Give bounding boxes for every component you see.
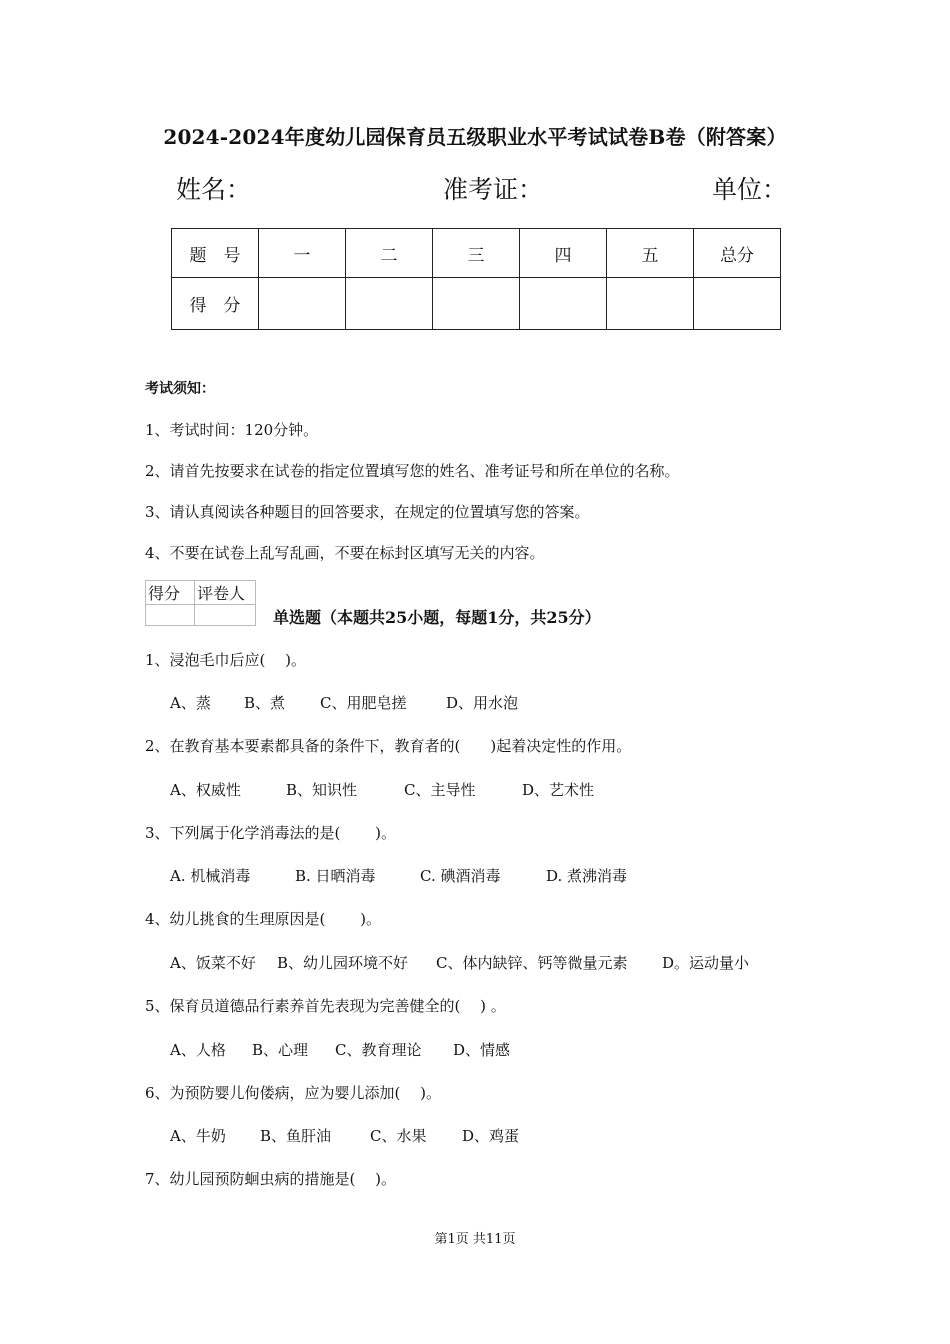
- score-table-header-row: [172, 229, 781, 278]
- score-cell[interactable]: [607, 278, 694, 330]
- document-title: 2024-2024年度幼儿园保育员五级职业水平考试试卷B卷（附答案）: [163, 125, 787, 149]
- option-a[interactable]: A、蒸: [170, 694, 211, 712]
- option-b[interactable]: B、鱼肝油: [260, 1127, 332, 1145]
- option-b[interactable]: B、心理: [252, 1041, 309, 1059]
- score-table-header-cell: 五: [607, 229, 694, 278]
- score-table-score-row: [172, 278, 781, 330]
- question-stem: 4、幼儿挑食的生理原因是( )。: [145, 910, 382, 928]
- question-options: [170, 1125, 519, 1146]
- question-options: [170, 1039, 510, 1060]
- score-row-label: 得 分: [172, 278, 259, 330]
- notice-item: 4、不要在试卷上乱写乱画，不要在标封区填写无关的内容。: [145, 544, 545, 562]
- question-stem: 1、浸泡毛巾后应( )。: [145, 651, 307, 669]
- grader-name-cell[interactable]: [195, 605, 256, 626]
- name-label: 姓名：: [176, 175, 252, 204]
- option-c[interactable]: C、教育理论: [335, 1041, 422, 1059]
- option-a[interactable]: A、权威性: [170, 781, 241, 799]
- option-b[interactable]: B、知识性: [286, 781, 358, 799]
- option-c[interactable]: C、主导性: [404, 781, 476, 799]
- grader-score-cell[interactable]: [146, 605, 195, 626]
- notice-item: 1、考试时间：120分钟。: [145, 421, 319, 439]
- notice-item: 3、请认真阅读各种题目的回答要求，在规定的位置填写您的答案。: [145, 503, 590, 521]
- option-d[interactable]: D、用水泡: [446, 694, 519, 712]
- section-title: 单选题（本题共25小题，每题1分，共25分）: [273, 608, 601, 627]
- score-table-header-cell: 题 号: [172, 229, 259, 278]
- option-a[interactable]: A、人格: [170, 1041, 226, 1059]
- question-options: [170, 692, 518, 713]
- question-stem: 3、下列属于化学消毒法的是( )。: [145, 824, 397, 842]
- option-d[interactable]: D、艺术性: [522, 781, 595, 799]
- question-stem: 7、幼儿园预防蛔虫病的措施是( )。: [145, 1170, 397, 1188]
- option-d[interactable]: D。运动量小: [662, 954, 750, 972]
- score-table-header-cell: 二: [346, 229, 433, 278]
- option-a[interactable]: A、牛奶: [170, 1127, 226, 1145]
- question-stem: 2、在教育基本要素都具备的条件下，教育者的( )起着决定性的作用。: [145, 737, 632, 755]
- notice-item: 2、请首先按要求在试卷的指定位置填写您的姓名、准考证号和所在单位的名称。: [145, 462, 680, 480]
- grader-name-label: 评卷人: [195, 581, 256, 605]
- option-a[interactable]: A、饭菜不好: [170, 954, 256, 972]
- grader-score-label: 得分: [146, 581, 195, 605]
- score-table-header-cell: 三: [433, 229, 520, 278]
- page-footer: 第1页 共11页: [434, 1232, 516, 1247]
- option-d[interactable]: D、情感: [453, 1041, 511, 1059]
- option-c[interactable]: C. 碘酒消毒: [420, 867, 501, 885]
- option-b[interactable]: B、煮: [244, 694, 286, 712]
- option-b[interactable]: B、幼儿园环境不好: [277, 954, 409, 972]
- option-c[interactable]: C、体内缺锌、钙等微量元素: [436, 954, 628, 972]
- score-cell[interactable]: [433, 278, 520, 330]
- grader-box: [145, 580, 256, 626]
- question-options: [170, 779, 594, 800]
- score-table: [171, 228, 781, 330]
- option-a[interactable]: A. 机械消毒: [170, 867, 251, 885]
- score-cell[interactable]: [694, 278, 781, 330]
- option-b[interactable]: B. 日晒消毒: [295, 867, 376, 885]
- question-options: [170, 865, 627, 886]
- question-options: [170, 952, 749, 973]
- score-cell[interactable]: [346, 278, 433, 330]
- question-stem: 6、为预防婴儿佝偻病，应为婴儿添加( )。: [145, 1084, 442, 1102]
- score-table-header-cell: 四: [520, 229, 607, 278]
- option-c[interactable]: C、用肥皂搓: [320, 694, 407, 712]
- option-d[interactable]: D. 煮沸消毒: [546, 867, 628, 885]
- score-cell[interactable]: [259, 278, 346, 330]
- score-table-header-cell: 总分: [694, 229, 781, 278]
- notice-heading: 考试须知：: [145, 381, 215, 397]
- score-table-header-cell: 一: [259, 229, 346, 278]
- ticket-number-label: 准考证：: [443, 175, 544, 204]
- option-d[interactable]: D、鸡蛋: [462, 1127, 520, 1145]
- unit-label: 单位：: [712, 175, 788, 204]
- question-stem: 5、保育员道德品行素养首先表现为完善健全的( ) 。: [145, 997, 506, 1015]
- option-c[interactable]: C、水果: [370, 1127, 427, 1145]
- score-cell[interactable]: [520, 278, 607, 330]
